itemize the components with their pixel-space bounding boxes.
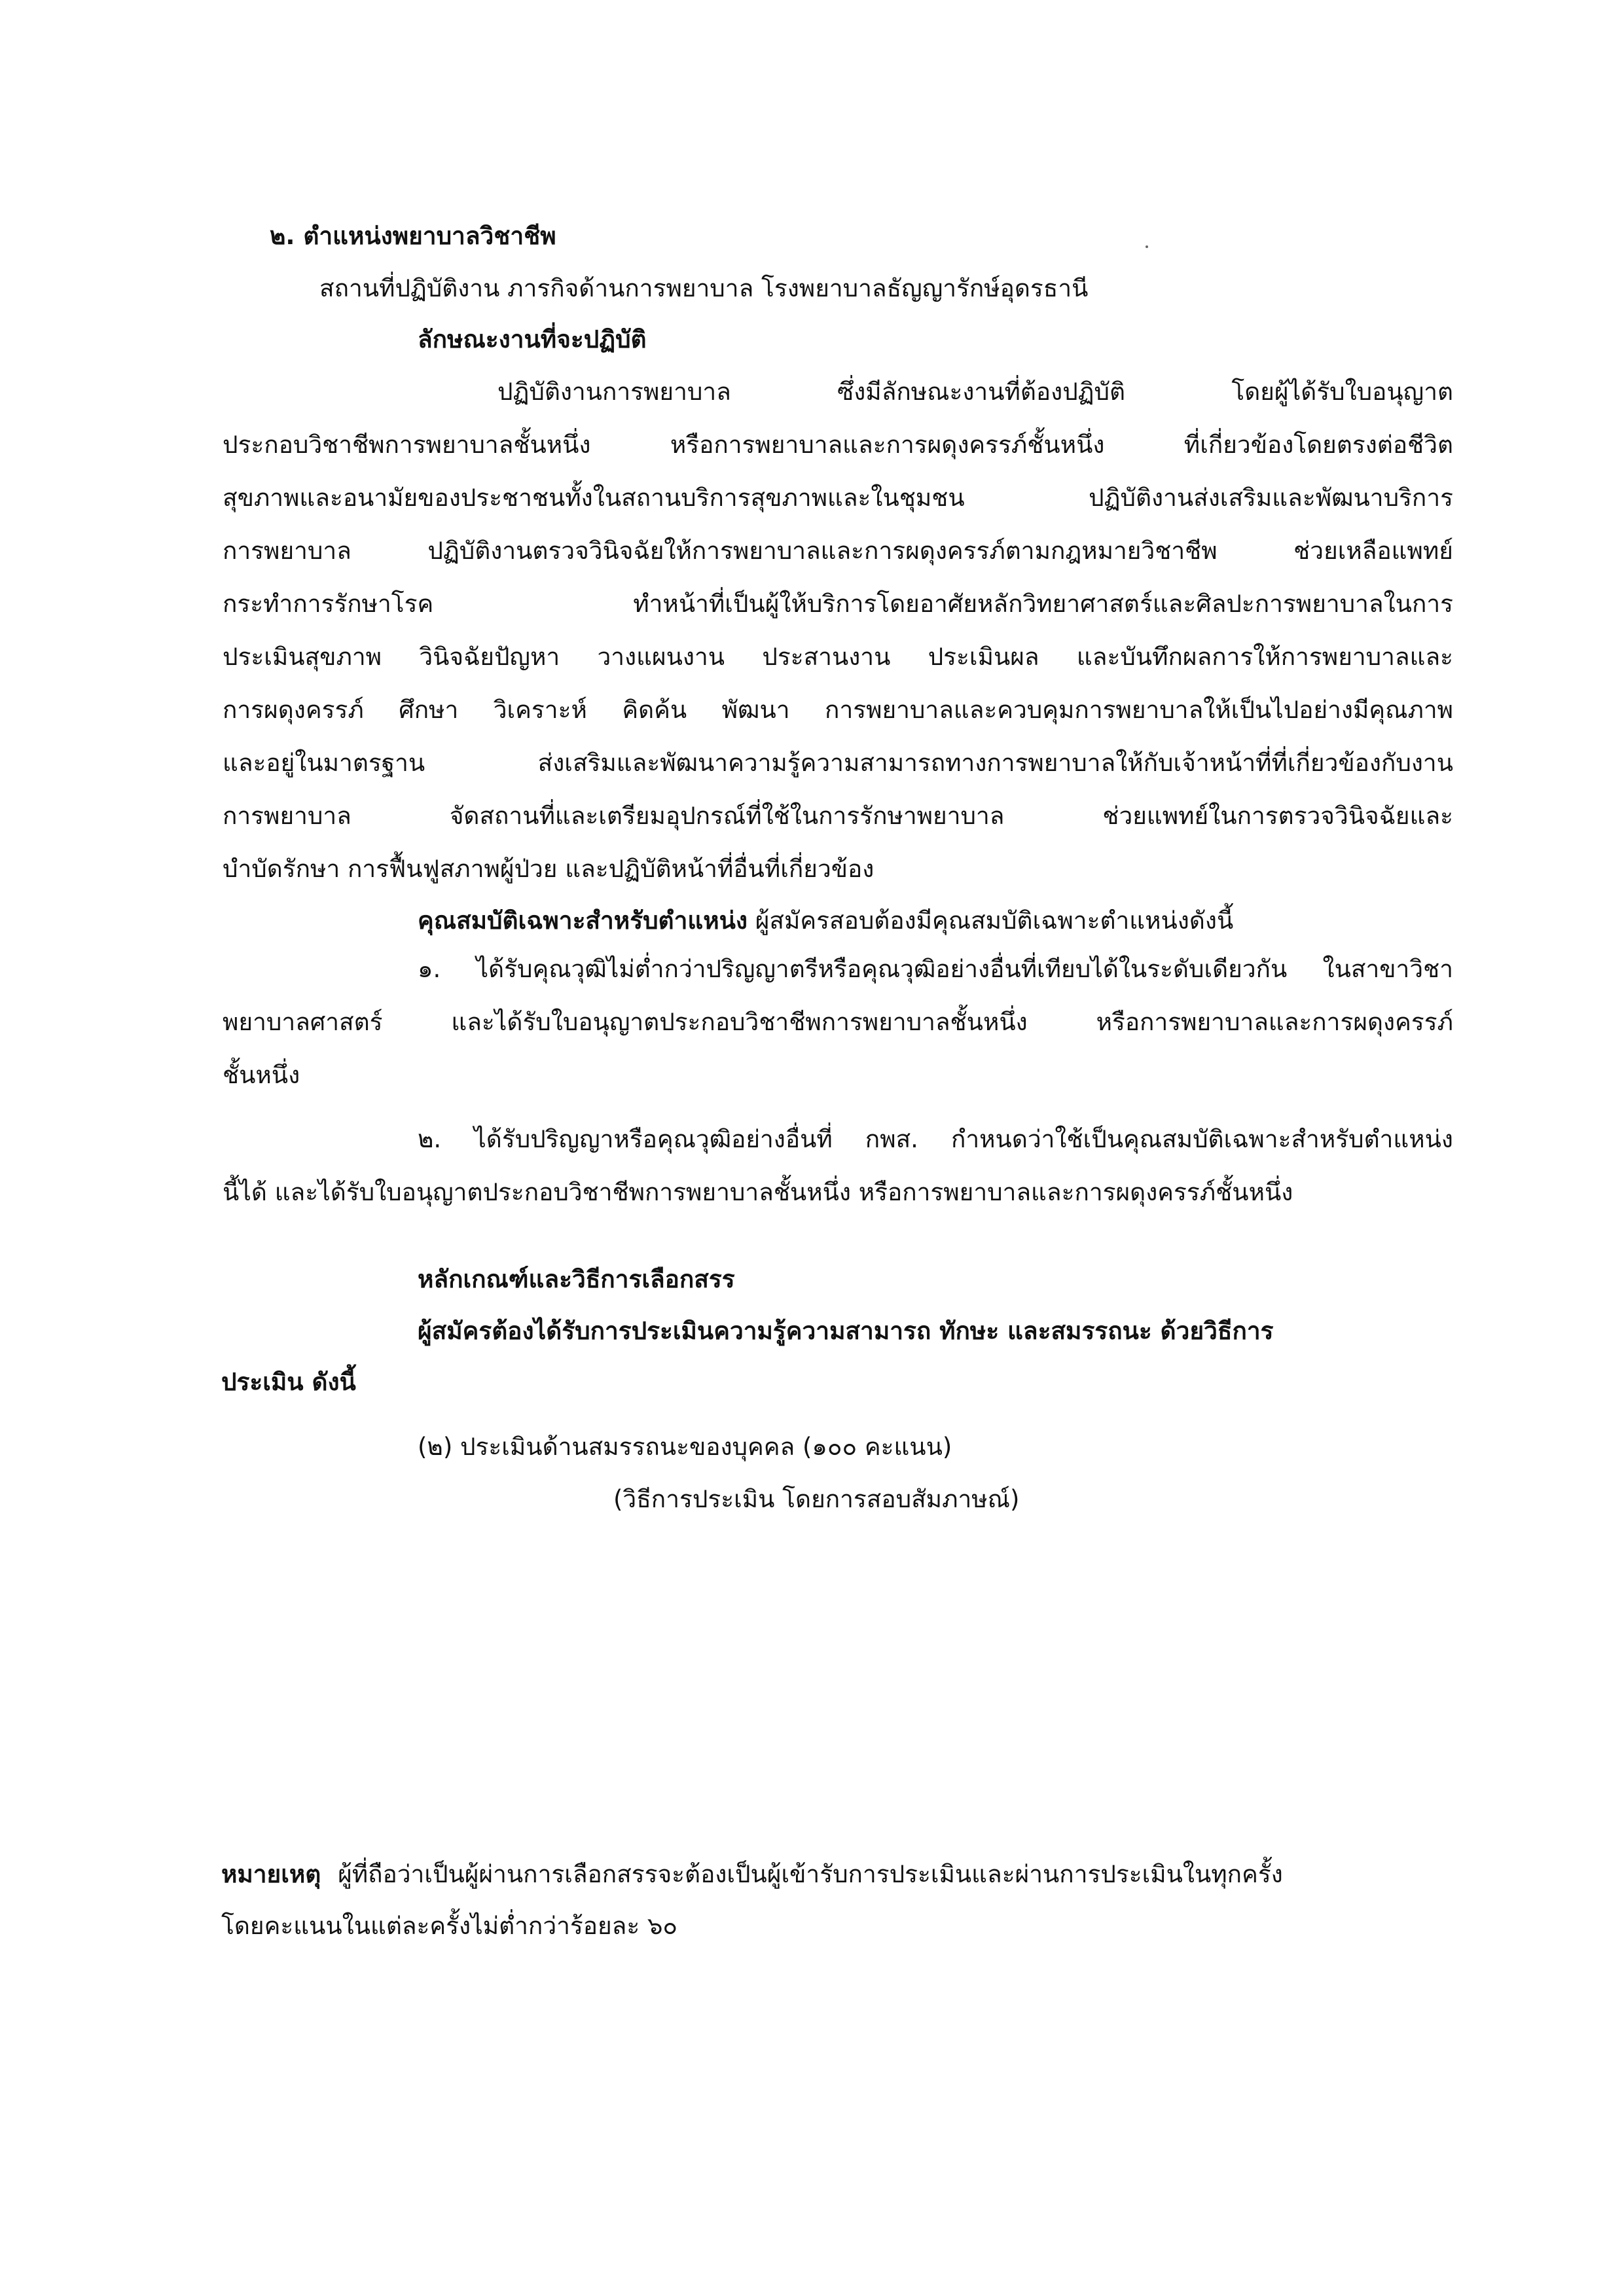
duties-line: การพยาบาล จัดสถานที่และเตรียมอุปกรณ์ที่ใช้ในการรักษาพยาบาล ช่วยแพทย์ในการตรวจวินิจฉัยและ [223,802,1453,830]
qualifications-intro: ผู้สมัครสอบต้องมีคุณสมบัติเฉพาะตำแหน่งดังนี้ [755,906,1234,935]
assessment-method: (วิธีการประเมิน โดยการสอบสัมภาษณ์) [613,1485,1020,1513]
duties-line: บำบัดรักษา การฟื้นฟูสภาพผู้ป่วย และปฏิบัติหน้าที่อื่นที่เกี่ยวข้อง [223,855,875,883]
qualification-2 [223,1113,1453,1219]
duties-line: ปฏิบัติงานการพยาบาล ซึ่งมีลักษณะงานที่ต้องปฏิบัติ โดยผู้ได้รับใบอนุญาต [497,378,1453,406]
qualification-line: ๒. ได้รับปริญญาหรือคุณวุฒิอย่างอื่นที่ กพส. กำหนดว่าใช้เป็นคุณสมบัติเฉพาะสำหรับตำแหน่ง [418,1125,1453,1153]
qualification-line: ชั้นหนึ่ง [223,1061,300,1089]
note-line-1 [221,1862,1283,1886]
duties-line: กระทำการรักษาโรค ทำหน้าที่เป็นผู้ให้บริการโดยอาศัยหลักวิทยาศาสตร์และศิลปะการพยาบาลในการ [223,590,1453,618]
duties-line: และอยู่ในมาตรฐาน ส่งเสริมและพัฒนาความรู้ความสามารถทางการพยาบาลให้กับเจ้าหน้าที่ที่เกี่ยวข้องกับงาน [223,749,1453,777]
duties-line: ประกอบวิชาชีพการพยาบาลชั้นหนึ่ง หรือการพยาบาลและการผดุงครรภ์ชั้นหนึ่ง ที่เกี่ยวข้องโดยตรงต่อชีวิต [223,431,1453,459]
qualification-line: พยาบาลศาสตร์ และได้รับใบอนุญาตประกอบวิชาชีพการพยาบาลชั้นหนึ่ง หรือการพยาบาลและการผดุงครรภ์ [223,1008,1453,1036]
duties-paragraph [223,365,1453,895]
section-heading: ๒. ตำแหน่งพยาบาลวิชาชีพ [270,222,556,250]
selection-heading: หลักเกณฑ์และวิธีการเลือกสรร [418,1265,735,1293]
duties-line: สุขภาพและอนามัยของประชาชนทั้งในสถานบริการสุขภาพและในชุมชน ปฏิบัติงานส่งเสริมและพัฒนาบริการ [223,484,1453,512]
duties-heading: ลักษณะงานที่จะปฏิบัติ [418,325,647,353]
qualification-line: นี้ได้ และได้รับใบอนุญาตประกอบวิชาชีพการพยาบาลชั้นหนึ่ง หรือการพยาบาลและการผดุงครรภ์ชั้นหนึ่ง [223,1178,1293,1206]
scan-dot [1146,245,1148,248]
selection-line-2: ประเมิน ดังนี้ [221,1368,356,1396]
note-line-2: โดยคะแนนในแต่ละครั้งไม่ต่ำกว่าร้อยละ ๖๐ [221,1912,678,1940]
qualifications-heading: คุณสมบัติเฉพาะสำหรับตำแหน่ง [418,906,748,935]
qualification-line: ๑. ได้รับคุณวุฒิไม่ต่ำกว่าปริญญาตรีหรือคุณวุฒิอย่างอื่นที่เทียบได้ในระดับเดียวกัน ในสาขาวิชา [418,955,1453,983]
qualification-1 [223,942,1453,1102]
note-label: หมายเหตุ [221,1860,321,1888]
duties-line: ประเมินสุขภาพ วินิจฉัยปัญหา วางแผนงาน ประสานงาน ประเมินผล และบันทึกผลการให้การพยาบาลและ [223,643,1453,671]
qualifications-heading-line [418,908,1233,933]
selection-line-1: ผู้สมัครต้องได้รับการประเมินความรู้ความสามารถ ทักษะ และสมรรถนะ ด้วยวิธีการ [418,1317,1274,1345]
duties-line: การผดุงครรภ์ ศึกษา วิเคราะห์ คิดค้น พัฒนา การพยาบาลและควบคุมการพยาบาลให้เป็นไปอย่างมีคุณภาพ [223,696,1453,724]
workplace-line: สถานที่ปฏิบัติงาน ภารกิจด้านการพยาบาล โรงพยาบาลธัญญารักษ์อุดรธานี [319,274,1089,302]
note-text: ผู้ที่ถือว่าเป็นผู้ผ่านการเลือกสรรจะต้องเป็นผู้เข้ารับการประเมินและผ่านการประเมินในทุกครั้ง [338,1860,1283,1888]
assessment-item: (๒) ประเมินด้านสมรรถนะของบุคคล (๑๐๐ คะแนน) [418,1433,952,1461]
duties-line: การพยาบาล ปฏิบัติงานตรวจวินิจฉัยให้การพยาบาลและการผดุงครรภ์ตามกฎหมายวิชาชีพ ช่วยเหลือแพทย์ [223,537,1453,565]
